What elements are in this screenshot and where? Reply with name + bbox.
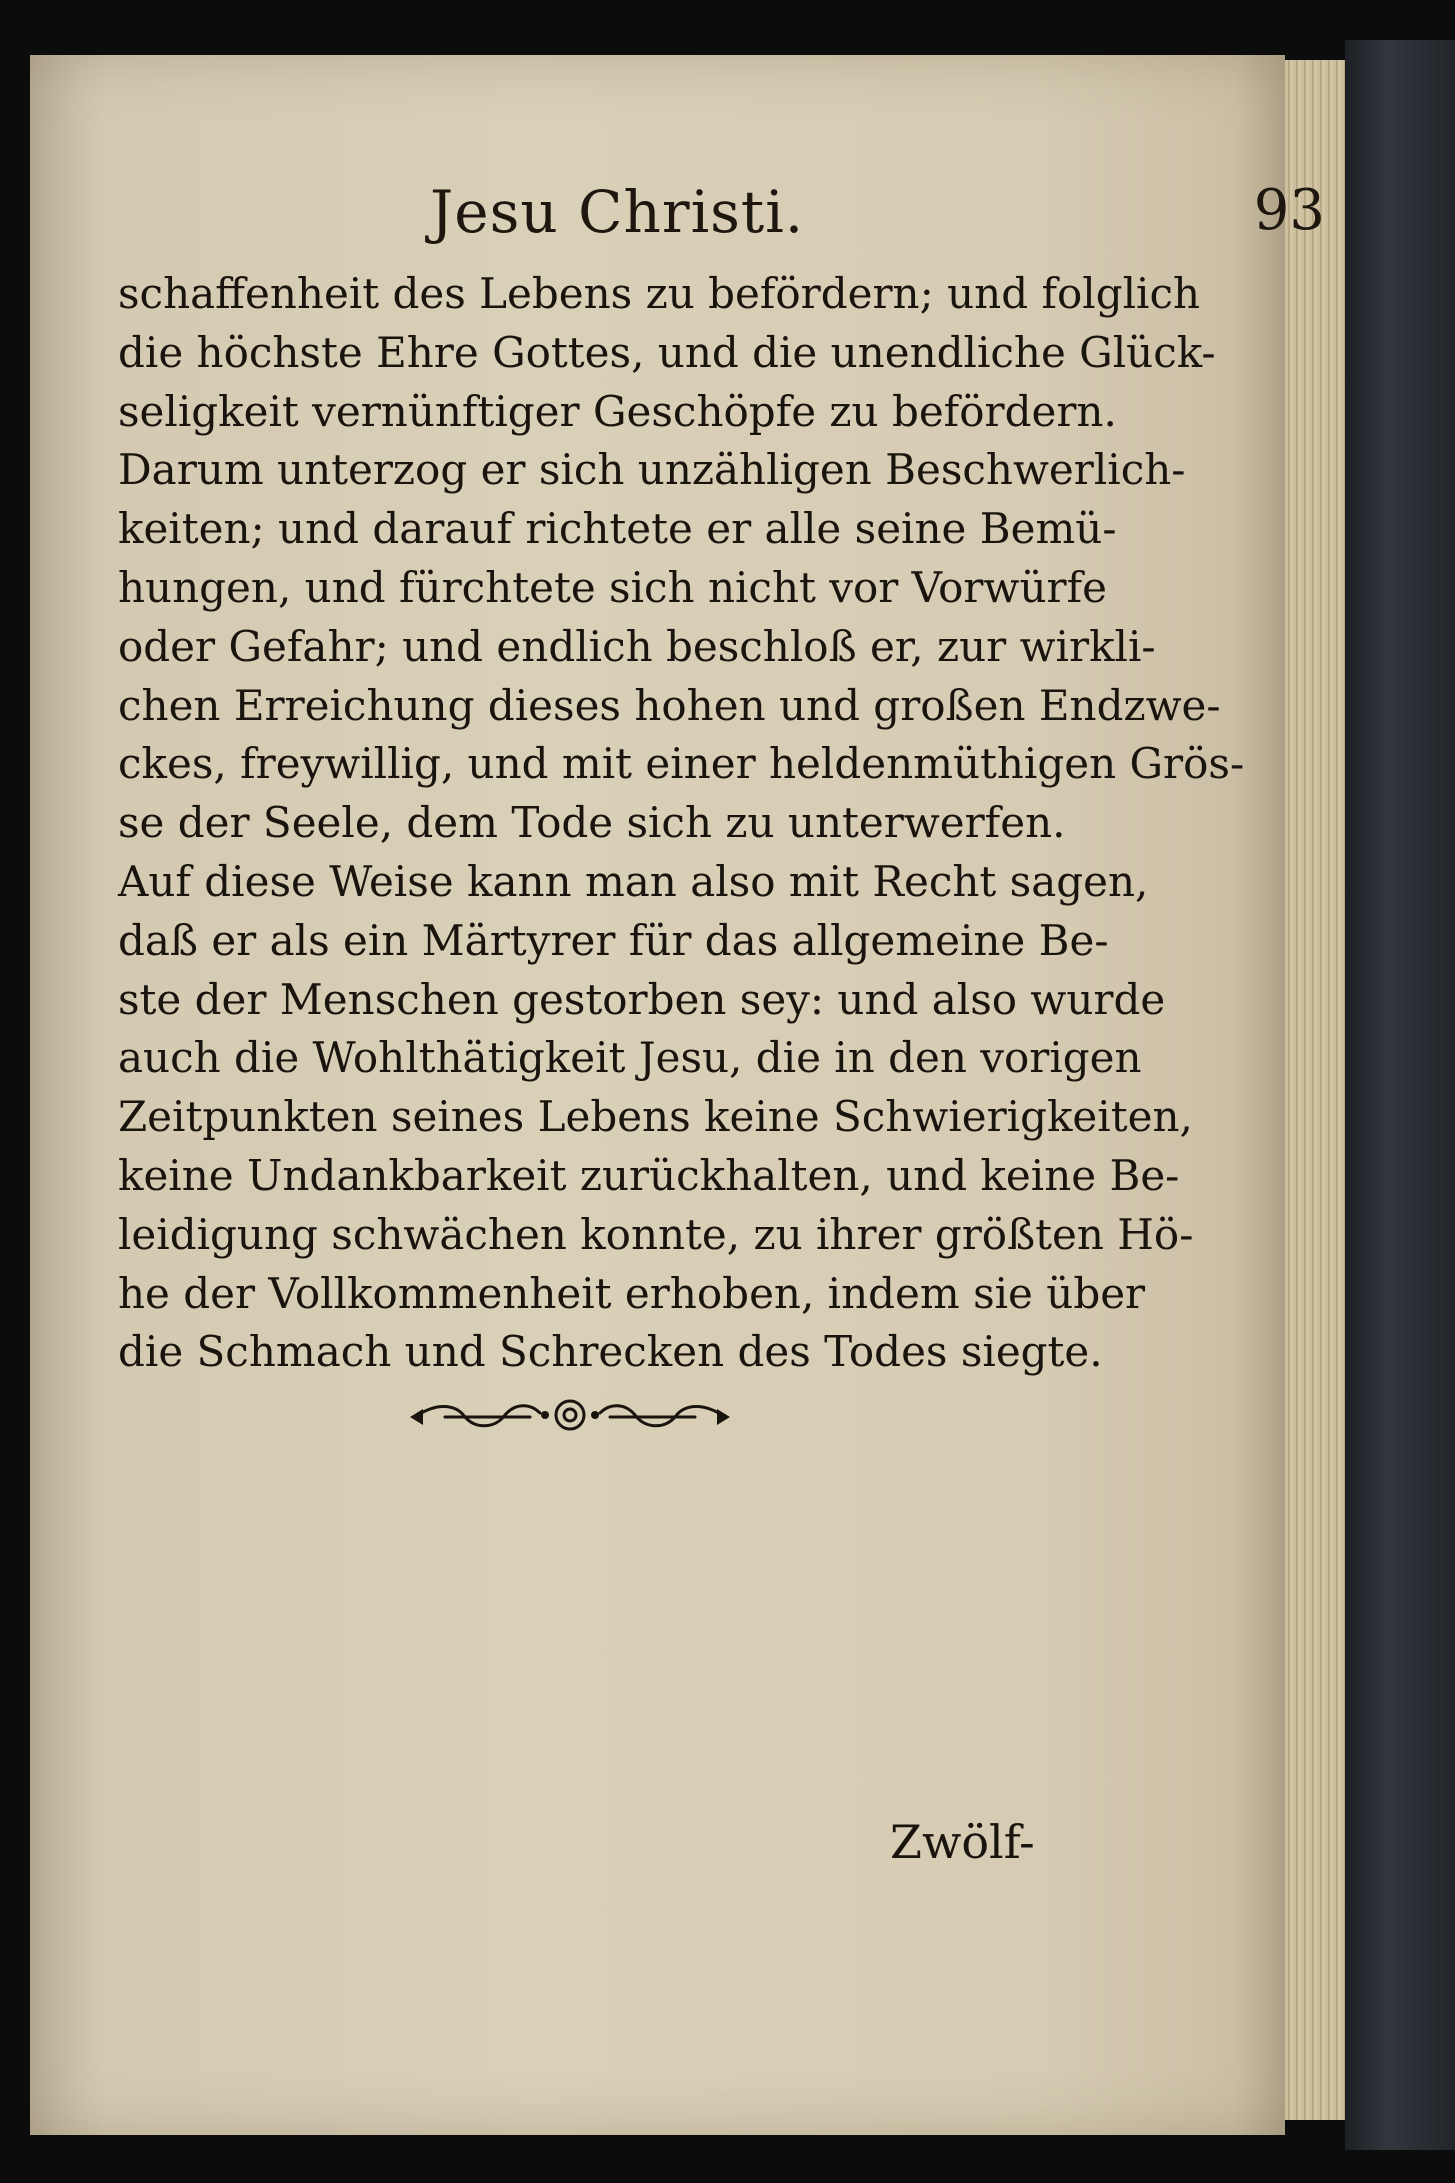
page-block-edge [1285,60,1345,2120]
text-line: daß er als ein Märtyrer für das allgemeine Be- [118,915,1109,965]
catchword: Zwölf- [890,1815,1035,1869]
text-line: se der Seele, dem Tode sich zu unterwerfen. [118,798,1066,848]
text-line: leidigung schwächen konnte, zu ihrer größten Hö- [118,1209,1194,1259]
text-line: keine Undankbarkeit zurückhalten, und keine Be- [118,1150,1180,1200]
running-head: Jesu Christi. [430,178,805,246]
text-line: Auf diese Weise kann man also mit Recht sagen, [118,856,1149,906]
page-header [430,178,1325,258]
book-cover-edge [1345,40,1455,2150]
text-line: ste der Menschen gestorben sey: und also wurde [118,974,1166,1024]
text-line: die höchste Ehre Gottes, und die unendliche Glück- [118,327,1216,377]
text-line: Zeitpunkten seines Lebens keine Schwierigkeiten, [118,1092,1193,1142]
text-line: ckes, freywillig, und mit einer heldenmüthigen Grös- [118,739,1245,789]
text-line: keiten; und darauf richtete er alle seine Bemü- [118,504,1117,554]
text-line: oder Gefahr; und endlich beschloß er, zur wirkli- [118,621,1156,671]
text-line: he der Vollkommenheit erhoben, indem sie über [118,1268,1146,1318]
printers-ornament-icon [405,1395,735,1435]
page-number: 93 [1253,178,1325,243]
text-line: die Schmach und Schrecken des Todes siegte. [118,1327,1103,1377]
text-line: hungen, und fürchtete sich nicht vor Vorwürfe [118,562,1107,612]
text-line: auch die Wohlthätigkeit Jesu, die in den vorigen [118,1033,1142,1083]
text-line: Darum unterzog er sich unzähligen Beschwerlich- [118,445,1186,495]
body-text [118,265,1245,1382]
text-line: seligkeit vernünftiger Geschöpfe zu befördern. [118,386,1117,436]
text-line: chen Erreichung dieses hohen und großen Endzwe- [118,680,1221,730]
text-line: schaffenheit des Lebens zu befördern; und folglich [118,269,1201,318]
